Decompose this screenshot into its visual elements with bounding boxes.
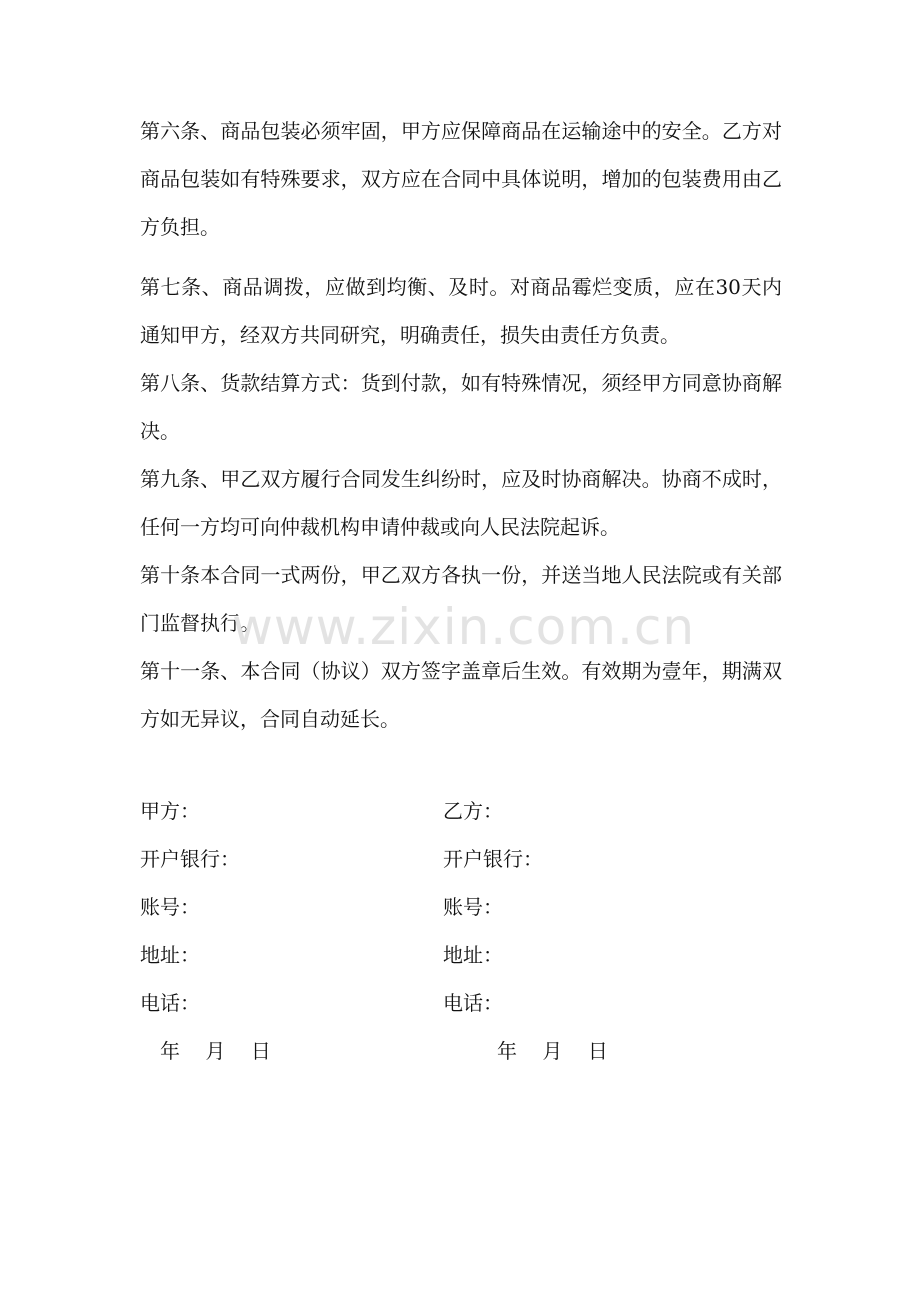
article-9: 第九条、甲乙双方履行合同发生纠纷时，应及时协商解决。协商不成时，任何一方均可向仲裁机构申请仲裁或向人民法院起诉。: [140, 467, 782, 539]
party-a-bank-label: 开户银行：: [140, 847, 240, 871]
party-b-date-line: 年 月 日: [497, 1039, 608, 1063]
party-a-name-label: 甲方：: [140, 799, 200, 823]
article-8: 第八条、货款结算方式：货到付款，如有特殊情况，须经甲方同意协商解决。: [140, 371, 782, 443]
watermark: www.zixin.com.cn: [232, 598, 696, 656]
article-6: 第六条、商品包装必须牢固，甲方应保障商品在运输途中的安全。乙方对商品包装如有特殊要求，双方应在合同中具体说明，增加的包装费用由乙方负担。: [140, 119, 782, 239]
party-b-name-label: 乙方：: [443, 799, 503, 823]
party-a-phone-label: 电话：: [140, 991, 200, 1015]
party-b-account-label: 账号：: [443, 895, 503, 919]
party-a-address-label: 地址：: [140, 943, 200, 967]
article-10: 第十条本合同一式两份，甲乙双方各执一份，并送当地人民法院或有关部门监督执行。: [140, 563, 782, 635]
party-b-bank-label: 开户银行：: [443, 847, 543, 871]
party-b-phone-label: 电话：: [443, 991, 503, 1015]
party-a-account-label: 账号：: [140, 895, 200, 919]
party-a-date-line: 年 月 日: [160, 1039, 271, 1063]
article-11: 第十一条、本合同（协议）双方签字盖章后生效。有效期为壹年，期满双方如无异议，合同自动延长。: [140, 659, 782, 731]
article-7: 第七条、商品调拨，应做到均衡、及时。对商品霉烂变质，应在30天内通知甲方，经双方共同研究，明确责任，损失由责任方负责。: [140, 275, 782, 347]
party-b-address-label: 地址：: [443, 943, 503, 967]
